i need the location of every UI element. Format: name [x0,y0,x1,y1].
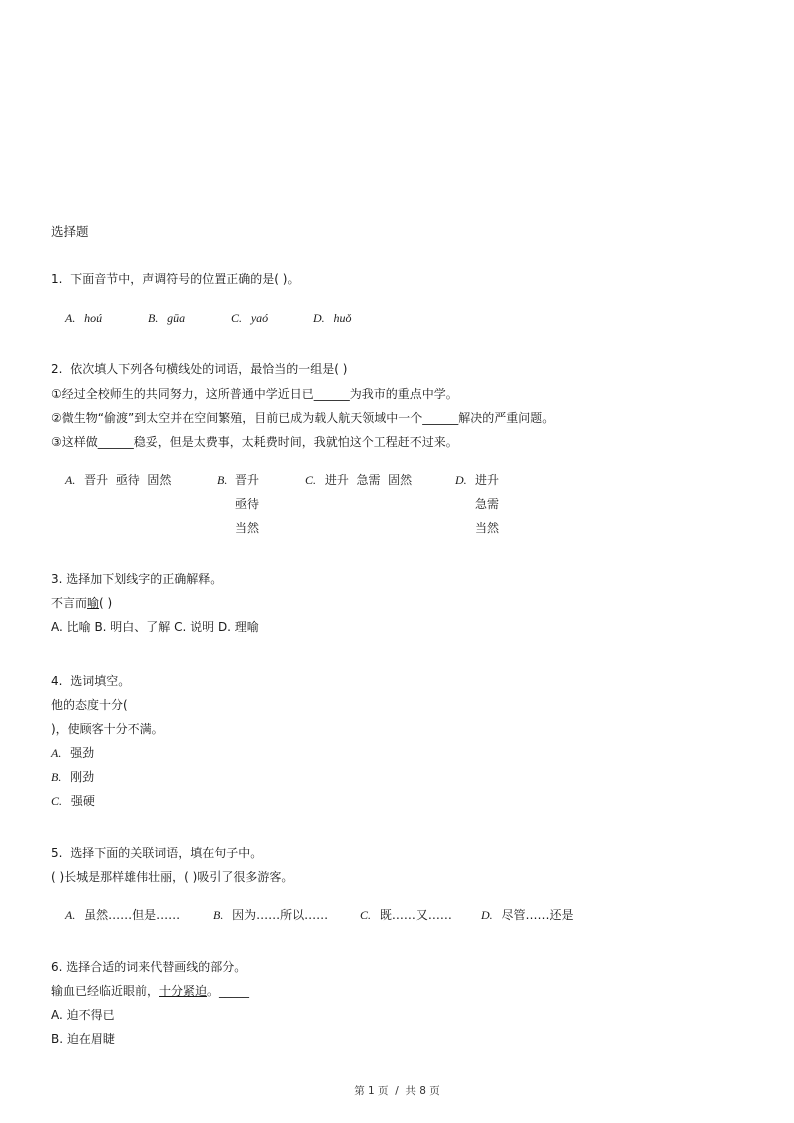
question-number: 5. [51,846,63,860]
answer-blank: 。_____ [207,984,250,998]
q1-option-b [148,310,185,326]
question-2-stem [51,361,347,377]
q3-options: A. 比喻 B. 明白、了解 C. 说明 D. 理喻 [51,620,259,634]
option-text: 刚劲 [70,770,95,784]
option-letter: C. [51,794,63,808]
q2-option-b-line-2: 亟待 [235,497,260,511]
q5-option-c [360,907,452,923]
question-5-stem [51,845,262,861]
q2-sentence-1: ①经过全校师生的共同努力，这所普通中学近日已______为我市的重点中学。 [51,387,458,401]
phrase-text: 不言而 [51,596,88,610]
option-text: 进升 急需 固然 [324,473,413,487]
q2-option-c [305,472,412,488]
option-text: yaó [250,311,269,325]
answer-blank: ( ) [99,596,113,610]
option-text: 虽然……但是…… [84,908,181,922]
option-text: gūa [167,311,186,325]
q5-option-a [65,907,180,923]
q2-option-d-line-2: 急需 [475,497,500,511]
page-footer: 第 1 页 / 共 8 页 [354,1085,440,1097]
option-text: 尽管……还是 [501,908,574,922]
option-letter: B. [51,770,62,784]
question-1-stem [51,271,299,287]
q2-option-b-line-3: 当然 [235,521,260,535]
option-text: 既……又…… [379,908,452,922]
q5-option-d [481,907,574,923]
q5-sentence: ( )长城是那样雄伟壮丽，( )吸引了很多游客。 [51,870,294,884]
option-text: 因为……所以…… [232,908,329,922]
q2-option-d-letter [455,472,467,488]
q4-option-b [51,769,94,785]
option-text: 强硬 [70,794,95,808]
option-letter: A. [65,473,76,487]
q6-option-a: A. 迫不得已 [51,1008,115,1022]
question-number: 4. [51,674,63,688]
option-letter: A. [65,908,76,922]
option-letter: B. [217,473,228,487]
q2-sentence-3: ③这样做______稳妥，但是太费事，太耗费时间，我就怕这个工程赶不过来。 [51,435,458,449]
option-letter: D. [313,311,325,325]
option-letter: B. [213,908,224,922]
option-text: 晋升 亟待 固然 [84,473,172,487]
option-letter: A. [51,746,62,760]
q2-option-a [65,472,171,488]
q6-option-b: B. 迫在眉睫 [51,1032,115,1046]
question-number: 2. [51,362,63,376]
q3-phrase [51,595,112,611]
question-text: 选词填空。 [70,674,131,688]
option-text: hoú [84,311,103,325]
q4-sentence-line-2: )，使顾客十分不满。 [51,722,164,736]
q5-option-b [213,907,328,923]
q2-option-b-letter [217,472,227,488]
question-text: 下面音节中，声调符号的位置正确的是( )。 [70,272,300,286]
q4-option-a [51,745,94,761]
underlined-char: 喻 [87,596,100,610]
option-letter: A. [65,311,76,325]
option-letter: C. [360,908,372,922]
option-letter: D. [481,908,493,922]
underlined-phrase: 十分紧迫 [159,984,208,998]
option-letter: D. [455,473,467,487]
question-3-stem: 3. 选择加下划线字的正确解释。 [51,572,223,586]
sentence-text: 输血已经临近眼前， [51,984,160,998]
q1-option-a [65,310,102,326]
q2-option-b-line-1: 晋升 [235,473,260,487]
option-text: 强劲 [70,746,95,760]
q6-sentence [51,983,249,999]
q1-option-d [313,310,352,326]
option-letter: C. [231,311,243,325]
question-text: 依次填人下列各句横线处的词语，最恰当的一组是( ) [70,362,348,376]
q1-option-c [231,310,268,326]
option-letter: B. [148,311,159,325]
q2-option-d-line-3: 当然 [475,521,500,535]
question-6-stem: 6. 选择合适的词来代替画线的部分。 [51,960,247,974]
q2-sentence-2: ②微生物“偷渡”到太空并在空间繁殖，目前已成为载人航天领域中一个______解决的严重问题。 [51,411,555,425]
q2-option-d-line-1: 进升 [475,473,500,487]
option-text: huǒ [333,311,352,325]
question-number: 1. [51,272,63,286]
option-letter: C. [305,473,317,487]
section-title: 选择题 [51,224,89,239]
question-text: 选择下面的关联词语，填在句子中。 [70,846,263,860]
q4-option-c [51,793,95,809]
question-4-stem [51,673,130,689]
q4-sentence-line-1: 他的态度十分( [51,698,128,712]
